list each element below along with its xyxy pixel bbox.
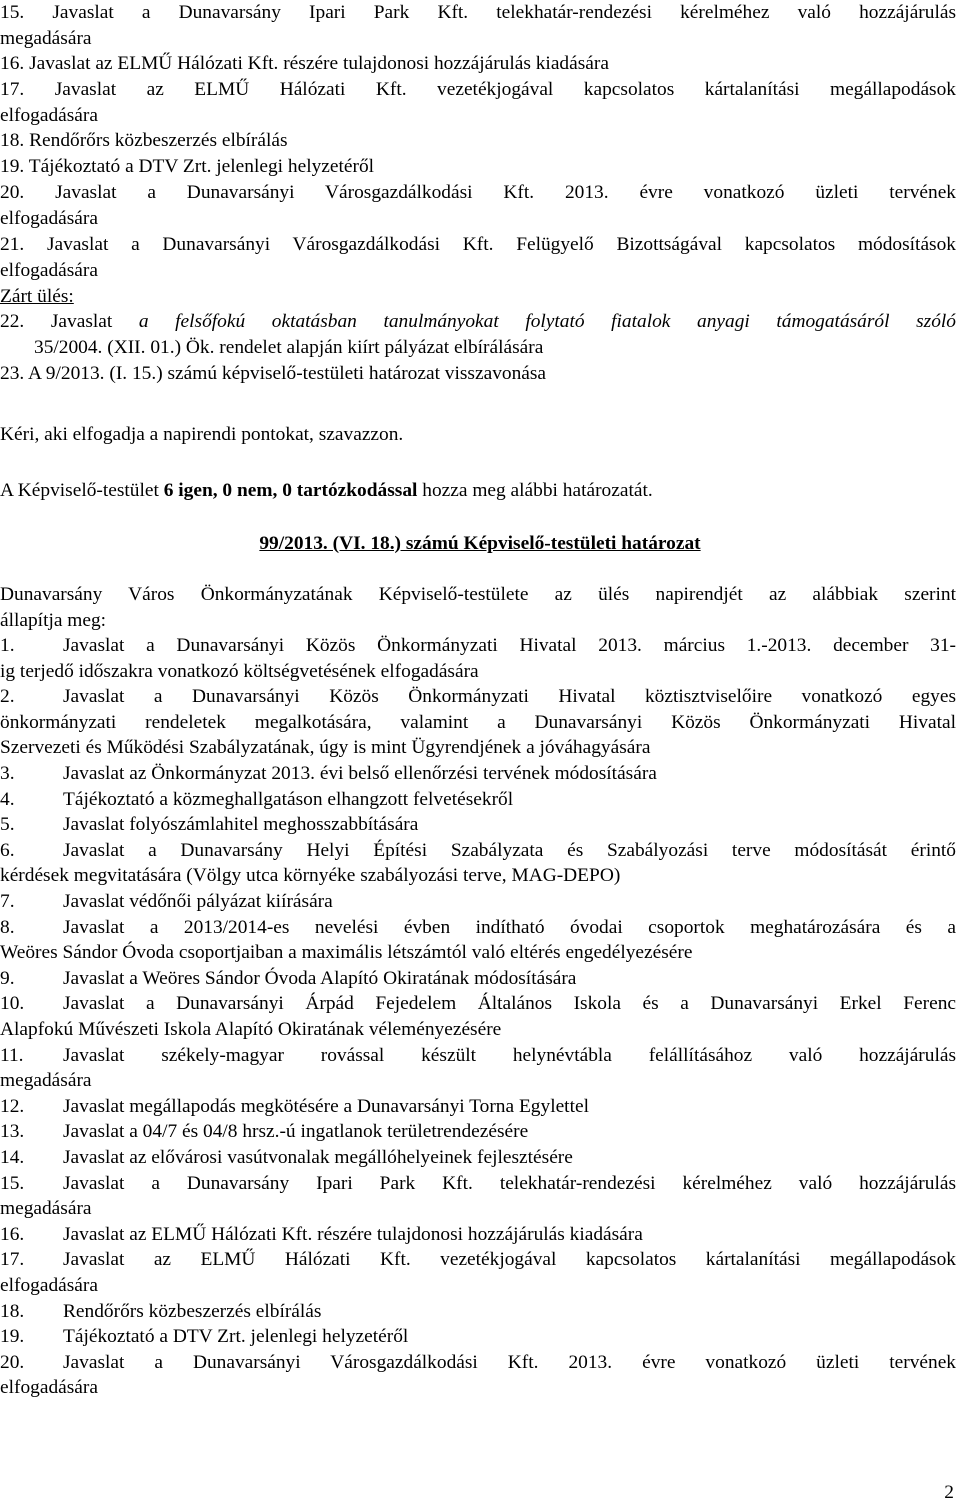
agenda-list-item-number: 18.: [0, 1301, 25, 1322]
agenda-list-item-text: Szervezeti és Működési Szabályzatának, úgy is mint Ügyrendjének a jóváhagyására: [0, 737, 651, 758]
agenda-list-item-number: 5.: [0, 814, 15, 835]
agenda-list-item-text: megadására: [0, 1198, 92, 1219]
agenda-list-item-number: 13.: [0, 1121, 25, 1142]
agenda-item-20-line1: 20. Javaslat a Dunavarsányi Városgazdálkodási Kft. 2013. évre vonatkozó üzleti tervének: [0, 182, 956, 203]
agenda-list-item-text: Javaslat védőnői pályázat kiírására: [63, 891, 333, 912]
agenda-list-item-text: kérdések megvitatására (Völgy utca környéke szabályozási terve, MAG-DEPO): [0, 865, 621, 886]
agenda-list-item-text: Alapfokú Művészeti Iskola Alapító Okiratának véleményezésére: [0, 1019, 502, 1040]
agenda-item-17-line1: 17. Javaslat az ELMŰ Hálózati Kft. vezetékjogával kapcsolatos kártalanítási megállapodások: [0, 79, 956, 100]
agenda-item-19: 19. Tájékoztató a DTV Zrt. jelenlegi helyzetéről: [0, 156, 375, 177]
agenda-list-item-text: Javaslat a 04/7 és 04/8 hrsz.-ú ingatlanok területrendezésére: [63, 1121, 529, 1142]
agenda-item-22-line2: 35/2004. (XII. 01.) Ök. rendelet alapján kiírt pályázat elbírálására: [34, 337, 544, 358]
agenda-list-item-text: Tájékoztató a DTV Zrt. jelenlegi helyzetéről: [63, 1326, 409, 1347]
vote-result: [0, 481, 956, 500]
agenda-list-item-text: Javaslat székely-magyar rovással készült helynévtábla felállításához való hozzájárulás: [63, 1045, 956, 1066]
vote-result-bold: 6 igen, 0 nem, 0 tartózkodással: [163, 480, 418, 501]
agenda-list-item-text: Javaslat a Dunavarsányi Közös Önkormányzati Hivatal köztisztviselőire vonatkozó egyes: [63, 686, 956, 707]
agenda-list-item-text: Javaslat a Weöres Sándor Óvoda Alapító Okiratának módosítására: [63, 968, 577, 989]
agenda-list-item-number: 11.: [0, 1045, 24, 1066]
resolution-title: 99/2013. (VI. 18.) számú Képviselő-testületi határozat: [259, 533, 701, 554]
agenda-list-item-text: Javaslat a Dunavarsányi Közös Önkormányzati Hivatal 2013. március 1.-2013. december 31-: [63, 635, 956, 656]
agenda-list-item-number: 17.: [0, 1249, 25, 1270]
agenda-list-item-text: Javaslat az Önkormányzat 2013. évi belső ellenőrzési tervének módosítására: [63, 763, 657, 784]
agenda-list-item-text: Tájékoztató a közmeghallgatáson elhangzott felvetésekről: [63, 789, 514, 810]
vote-result-post: hozza meg alábbi határozatát.: [417, 480, 653, 501]
agenda-list-item-number: 15.: [0, 1173, 25, 1194]
agenda-item-20-line2: elfogadására: [0, 208, 98, 229]
agenda-list-item-number: 12.: [0, 1096, 25, 1117]
agenda-item-21-line1: 21. Javaslat a Dunavarsányi Városgazdálkodási Kft. Felügyelő Bizottságával kapcsolatos módosítások: [0, 234, 956, 255]
closed-session-heading: Zárt ülés:: [0, 286, 74, 307]
agenda-list-item-text: Javaslat megállapodás megkötésére a Dunavarsányi Torna Egylettel: [63, 1096, 589, 1117]
agenda-list-item-text: Javaslat a Dunavarsány Ipari Park Kft. telekhatár-rendezési kérelméhez való hozzájárulás: [63, 1173, 956, 1194]
agenda-list-item-text: megadására: [0, 1070, 92, 1091]
agenda-list-item-text: Javaslat az elővárosi vasútvonalak megállóhelyeinek fejlesztésére: [63, 1147, 573, 1168]
vote-result-pre: A Képviselő-testület: [0, 480, 164, 501]
vote-request: Kéri, aki elfogadja a napirendi pontokat, szavazzon.: [0, 424, 404, 445]
agenda-list-item-number: 3.: [0, 763, 15, 784]
agenda-item-22-number: 22.: [0, 311, 25, 332]
agenda-list-item-number: 10.: [0, 993, 25, 1014]
resolution-intro-line1: Dunavarsány Város Önkormányzatának Képviselő-testülete az ülés napirendjét az alábbiak szerint: [0, 584, 956, 605]
agenda-list-item-text: Javaslat a 2013/2014-es nevelési évben indítható óvodai csoportok meghatározására és a: [63, 917, 956, 938]
agenda-item-18: 18. Rendőrőrs közbeszerzés elbírálás: [0, 130, 288, 151]
agenda-list-item-number: 8.: [0, 917, 15, 938]
agenda-item-21-line2: elfogadására: [0, 260, 98, 281]
agenda-list-item-number: 4.: [0, 789, 15, 810]
agenda-item-15-line1: 15. Javaslat a Dunavarsány Ipari Park Kft. telekhatár-rendezési kérelméhez való hozzájárulás: [0, 2, 956, 23]
agenda-list-item-text: elfogadására: [0, 1377, 98, 1398]
agenda-item-15-line2: megadására: [0, 28, 92, 49]
agenda-list-item-number: 19.: [0, 1326, 25, 1347]
agenda-list-item-text: Weöres Sándor Óvoda csoportjaiban a maximális létszámtól való eltérés engedélyezésére: [0, 942, 693, 963]
agenda-list-item-text: önkormányzati rendeletek megalkotására, valamint a Dunavarsányi Közös Önkormányzati Hivatal: [0, 712, 956, 733]
agenda-item-22-lead: Javaslat: [50, 311, 113, 332]
agenda-item-22-line1: [0, 312, 956, 331]
agenda-item-17-line2: elfogadására: [0, 105, 98, 126]
agenda-list-item-text: Javaslat az ELMŰ Hálózati Kft. vezetékjogával kapcsolatos kártalanítási megállapodások: [63, 1249, 956, 1270]
agenda-list-item-text: Javaslat az ELMŰ Hálózati Kft. részére tulajdonosi hozzájárulás kiadására: [63, 1224, 643, 1245]
page-number: 2: [944, 1482, 954, 1503]
agenda-list-item-number: 1.: [0, 635, 15, 656]
agenda-list-item-number: 9.: [0, 968, 15, 989]
agenda-item-23: 23. A 9/2013. (I. 15.) számú képviselő-testületi határozat visszavonása: [0, 363, 547, 384]
agenda-item-22-italic: a felsőfokú oktatásban tanulmányokat folytató fiatalok anyagi támogatásáról szóló: [138, 311, 956, 332]
agenda-list-item-number: 7.: [0, 891, 15, 912]
agenda-list-item-number: 14.: [0, 1147, 25, 1168]
resolution-intro-line2: állapítja meg:: [0, 610, 107, 631]
agenda-list-item-text: Javaslat a Dunavarsányi Árpád Fejedelem Általános Iskola és a Dunavarsányi Erkel Ferenc: [63, 993, 956, 1014]
agenda-list-item-number: 16.: [0, 1224, 25, 1245]
agenda-list-item-text: Javaslat a Dunavarsányi Városgazdálkodási Kft. 2013. évre vonatkozó üzleti tervének: [63, 1352, 956, 1373]
agenda-list-item-text: Javaslat folyószámlahitel meghosszabbítására: [63, 814, 419, 835]
agenda-list-item-text: Rendőrőrs közbeszerzés elbírálás: [63, 1301, 322, 1322]
agenda-list-item-text: ig terjedő időszakra vonatkozó költségvetésének elfogadására: [0, 661, 479, 682]
agenda-list-item-number: 2.: [0, 686, 15, 707]
agenda-list-item-number: 6.: [0, 840, 15, 861]
agenda-list-item-text: Javaslat a Dunavarsány Helyi Építési Szabályzata és Szabályozási terve módosítását érintő: [63, 840, 956, 861]
agenda-list-item-text: elfogadására: [0, 1275, 98, 1296]
agenda-list-item-number: 20.: [0, 1352, 25, 1373]
agenda-item-16: 16. Javaslat az ELMŰ Hálózati Kft. részére tulajdonosi hozzájárulás kiadására: [0, 53, 609, 74]
